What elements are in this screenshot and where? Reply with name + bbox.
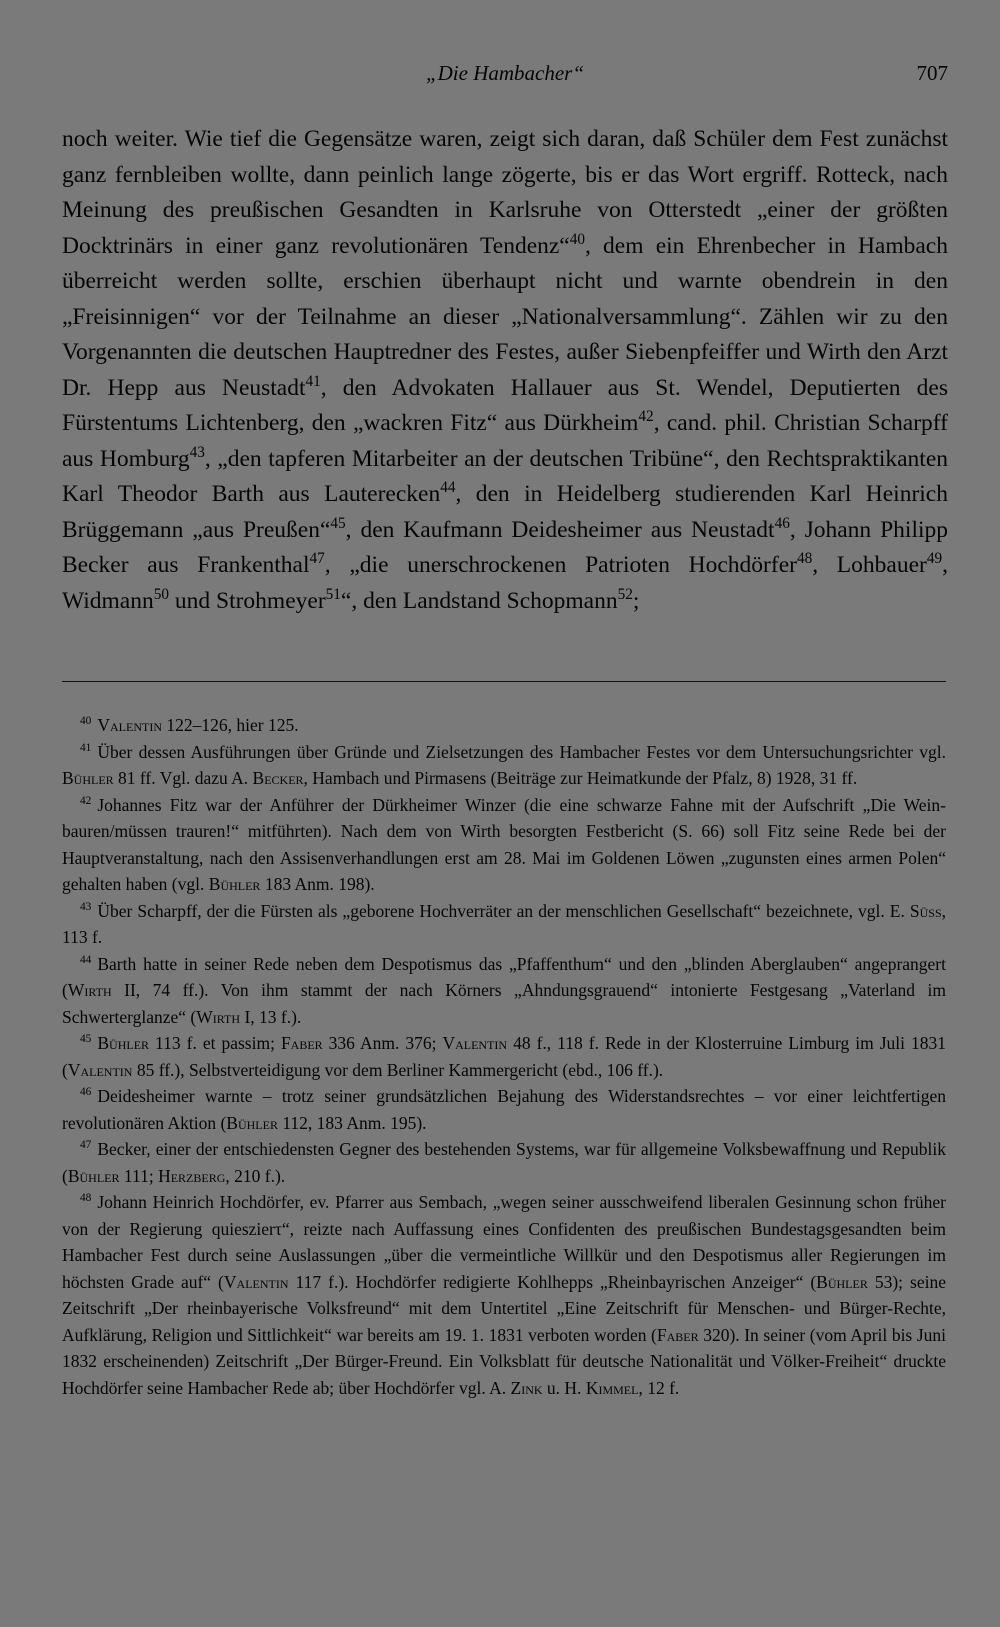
footnote-text: Barth hatte in seiner Rede neben dem Despotismus das „Pfaffenthum“ und den „blinden Aberglauben“ angeprangert (Wirth II, 74 ff.). Von ihm stammt der nach Körners „Ahndungsgrauend“ intonierte Festgesang „Vaterland im Schwerterglanze“ (Wirth I, 13 f.).: [62, 953, 946, 1027]
footnote-text: Johannes Fitz war der Anführer der Dürkheimer Winzer (die eine schwarze Fahne mit der Aufschrift „Die Wein-bauren/müssen trauren!“ mitführten). Nach dem von Wirth besorgten Festbericht (S. 66) soll Fitz seine Rede bei der Hauptveranstaltung, nach den Assisenverhandlungen erst am 28. Mai im Goldenen Löwen „zugunsten eines armen Polen“ gehalten haben (vgl. Bühler 183 Anm. 198).: [62, 794, 946, 894]
footnote-44: [62, 951, 946, 1031]
footnote-47: [62, 1136, 946, 1189]
footnote-number: 41: [80, 741, 92, 754]
footnote-41: [62, 739, 946, 792]
footnote-number: 40: [80, 715, 92, 728]
page-number: 707: [916, 61, 948, 85]
running-head: [62, 55, 948, 91]
footnote-number: 45: [80, 1033, 92, 1046]
footnote-42: [62, 792, 946, 898]
footnote-number: 44: [80, 953, 92, 966]
footnote-text: Bühler 113 f. et passim; Faber 336 Anm. 376; Valentin 48 f., 118 f. Rede in der Klosterruine Limburg im Juli 1831 (Valentin 85 ff.), Selbstverteidigung vor dem Berliner Kammergericht (ebd., 106 ff.).: [62, 1033, 946, 1080]
footnote-number: 46: [80, 1086, 92, 1099]
footnote-number: 48: [80, 1192, 92, 1205]
footnote-text: Valentin 122–126, hier 125.: [97, 715, 299, 735]
footnote-text: Deidesheimer warnte – trotz seiner grundsätzlichen Bejahung des Widerstandsrechtes – vor einer leichtfertigen revolutionären Aktion (Bühler 112, 183 Anm. 195).: [62, 1086, 946, 1133]
footnote-number: 47: [80, 1139, 92, 1152]
footnotes: [62, 712, 946, 1401]
footnote-40: [62, 712, 946, 739]
footnote-separator: [62, 681, 946, 682]
footnote-45: [62, 1030, 946, 1083]
footnote-text: Becker, einer der entschiedensten Gegner des bestehenden Systems, war für allgemeine Volksbewaffnung und Republik (Bühler 111; Herzberg, 210 f.).: [62, 1139, 946, 1186]
footnote-text: Über dessen Ausführungen über Gründe und Zielsetzungen des Hambacher Festes vor dem Untersuchungsrichter vgl. Bühler 81 ff. Vgl. dazu A. Becker, Hambach und Pirmasens (Beiträge zur Heimatkunde der Pfalz, 8) 1928, 31 ff.: [62, 741, 946, 788]
running-title: „Die Hambacher“: [425, 61, 585, 85]
body-paragraph: noch weiter. Wie tief die Gegensätze waren, zeigt sich daran, daß Schüler dem Fest zunächst ganz fernbleiben wollte, dann peinlich lange zögerte, bis er das Wort ergriff. Rotteck, nach Meinung des preußischen Gesandten in Karlsruhe von Otterstedt „einer der größten Docktrinärs in einer ganz revolutionären Tendenz“$^{40}$, dem ein Ehrenbecher in Hambach überreicht werden sollte, erschien überhaupt nicht und warnte obendrein in den „Freisinnigen“ vor der Teilnahme an dieser „Nationalversammlung“. Zählen wir zu den Vorgenannten die deutschen Hauptredner des Festes, außer Siebenpfeiffer und Wirth den Arzt Dr. Hepp aus Neustadt$^{41}$, den Advokaten Hallauer aus St. Wendel, Deputierten des Fürstentums Lichtenberg, den „wackren Fitz“ aus Dürkheim$^{42}$, cand. phil. Christian Scharpff aus Homburg$^{43}$, „den tapferen Mitarbeiter an der deutschen Tribüne“, den Rechtspraktikanten Karl Theodor Barth aus Lauterecken$^{44}$, den in Heidelberg studierenden Karl Heinrich Brüggemann „aus Preußen“$^{45}$, den Kaufmann Deidesheimer aus Neustadt$^{46}$, Johann Philipp Becker aus Frankenthal$^{47}$, „die unerschrockenen Patrioten Hochdörfer$^{48}$, Lohbauer$^{49}$, Widmann$^{50}$ und Strohmeyer$^{51}$“, den Landstand Schopmann$^{52}$;: [62, 126, 948, 614]
footnote-46: [62, 1083, 946, 1136]
footnote-number: 43: [80, 900, 92, 913]
footnote-43: [62, 898, 946, 951]
footnote-48: [62, 1189, 946, 1401]
footnote-text: Johann Heinrich Hochdörfer, ev. Pfarrer aus Sembach, „wegen seiner ausschweifend liberalen Gesinnung schon früher von der Regierung quieszierτ“, reizte nach Auffassung eines Confidenten des preußischen Bundestagsgesandten beim Hambacher Fest durch seine Auslassungen „über die vermeintliche Willkür und den Despotismus aller Regierungen im höchsten Grade auf“ (Valentin 117 f.). Hochdörfer redigierte Kohlhepps „Rheinbayrischen Anzeiger“ (Bühler 53); seine Zeitschrift „Der rheinbayerische Volksfreund“ mit dem Untertitel „Eine Zeitschrift für Menschen- und Bürger-Rechte, Aufklärung, Religion und Sittlichkeit“ war bereits am 19. 1. 1831 verboten worden (Faber 320). In seiner (vom April bis Juni 1832 erscheinenden) Zeitschrift „Der Bürger-Freund. Ein Volksblatt für deutsche Nationalität und Völker-Freiheit“ druckte Hochdörfer seine Hambacher Rede ab; über Hochdörfer vgl. A. Zink u. H. Kimmel, 12 f.: [62, 1192, 946, 1398]
footnote-number: 42: [80, 794, 92, 807]
footnote-text: Über Scharpff, der die Fürsten als „geborene Hochverräter an der menschlichen Gesellschaft“ bezeichnete, vgl. E. Süss, 113 f.: [62, 900, 946, 947]
